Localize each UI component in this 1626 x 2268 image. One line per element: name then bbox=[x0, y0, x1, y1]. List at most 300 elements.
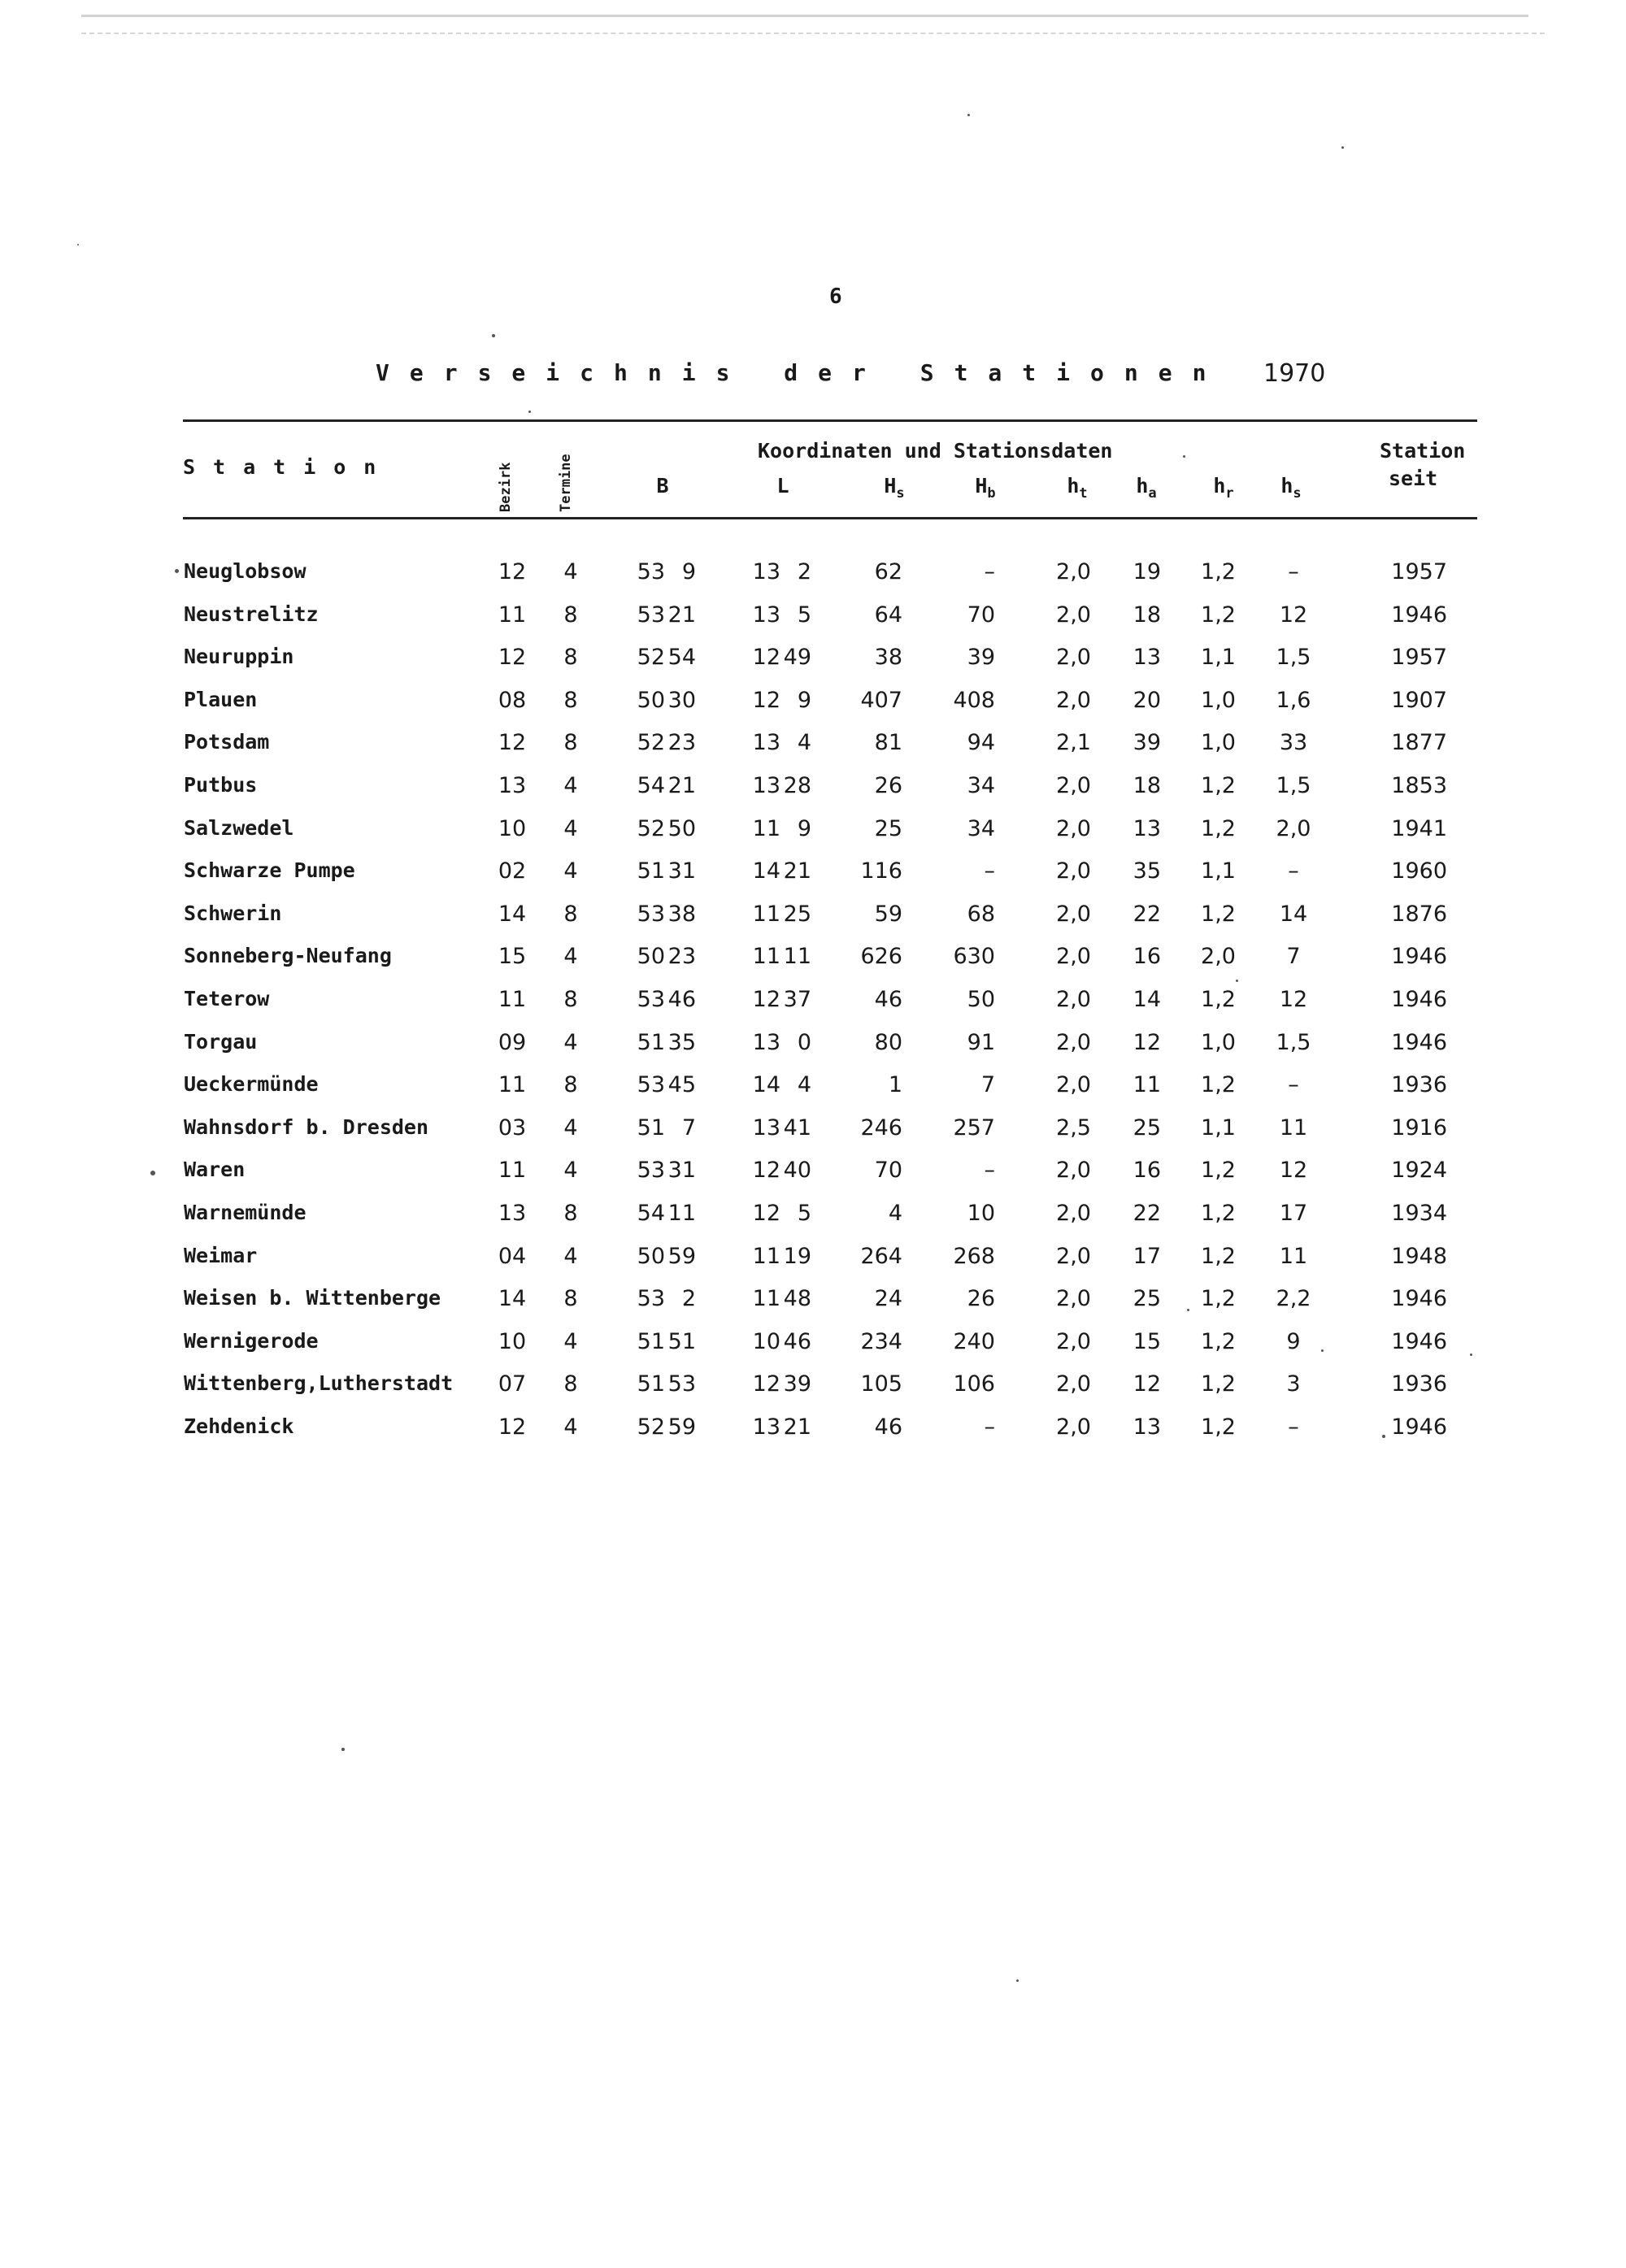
latitude-degrees: 50 bbox=[637, 687, 665, 713]
latitude-degrees: 53 bbox=[637, 602, 665, 628]
raingauge-height: 1,2 bbox=[1201, 1328, 1236, 1354]
station-name: Wahnsdorf b. Dresden bbox=[184, 1114, 429, 1139]
bezirk-value: 12 bbox=[498, 645, 527, 671]
table-row bbox=[0, 1414, 1626, 1447]
longitude-degrees: 13 bbox=[752, 559, 780, 584]
sunshine-height: 7 bbox=[1286, 944, 1301, 970]
station-since: 1934 bbox=[1391, 1201, 1447, 1226]
station-height: 64 bbox=[874, 602, 902, 628]
table-row bbox=[0, 1201, 1626, 1233]
barometer-height: 34 bbox=[967, 815, 995, 841]
latitude-minutes: 45 bbox=[667, 1072, 696, 1098]
latitude-degrees: 54 bbox=[637, 1201, 665, 1226]
barometer-height: 68 bbox=[967, 901, 995, 927]
bezirk-value: 12 bbox=[498, 559, 527, 584]
scan-speck bbox=[492, 334, 495, 337]
longitude-minutes: 48 bbox=[783, 1286, 811, 1312]
station-height: 70 bbox=[874, 1158, 902, 1184]
termine-value: 4 bbox=[563, 1414, 578, 1440]
station-height: 246 bbox=[860, 1114, 902, 1141]
latitude-degrees: 51 bbox=[637, 1371, 665, 1397]
station-name: Neustrelitz bbox=[184, 602, 319, 626]
thermometer-height: 2,5 bbox=[1056, 1114, 1091, 1141]
bezirk-value: 12 bbox=[498, 730, 527, 756]
raingauge-height: 1,2 bbox=[1201, 559, 1236, 584]
station-height: 407 bbox=[860, 687, 902, 713]
scan-top-edge bbox=[81, 15, 1528, 28]
station-since: 1876 bbox=[1391, 901, 1447, 927]
longitude-degrees: 11 bbox=[752, 901, 780, 927]
station-name: Wittenberg,Lutherstadt bbox=[184, 1371, 454, 1396]
station-since: 1877 bbox=[1391, 730, 1447, 756]
longitude-degrees: 11 bbox=[752, 815, 780, 841]
bezirk-value: 14 bbox=[498, 901, 527, 927]
thermometer-height: 2,0 bbox=[1056, 1158, 1091, 1184]
longitude-degrees: 11 bbox=[752, 944, 780, 970]
barometer-height: – bbox=[984, 858, 995, 884]
scan-speck bbox=[1341, 146, 1344, 149]
latitude-minutes: 50 bbox=[667, 815, 696, 841]
longitude-degrees: 11 bbox=[752, 1286, 780, 1312]
station-since: 1957 bbox=[1391, 559, 1447, 584]
thermometer-height: 2,0 bbox=[1056, 1371, 1091, 1397]
latitude-minutes: 21 bbox=[667, 602, 696, 628]
bezirk-value: 15 bbox=[498, 944, 527, 970]
table-row bbox=[0, 1072, 1626, 1105]
anemometer-height: 39 bbox=[1133, 730, 1161, 756]
thermometer-height: 2,0 bbox=[1056, 1243, 1091, 1269]
longitude-minutes: 21 bbox=[783, 1414, 811, 1440]
longitude-degrees: 13 bbox=[752, 773, 780, 798]
raingauge-height: 1,2 bbox=[1201, 773, 1236, 798]
barometer-height: 26 bbox=[967, 1286, 995, 1312]
latitude-minutes: 59 bbox=[667, 1414, 696, 1440]
header-col-l-base: L bbox=[776, 474, 789, 497]
raingauge-height: 1,0 bbox=[1201, 1029, 1236, 1055]
station-height: 81 bbox=[874, 730, 902, 756]
latitude-minutes: 59 bbox=[667, 1243, 696, 1269]
scan-top-edge-dashes bbox=[81, 33, 1545, 34]
bezirk-value: 12 bbox=[498, 1414, 527, 1440]
longitude-minutes: 25 bbox=[783, 901, 811, 927]
barometer-height: 268 bbox=[953, 1243, 995, 1269]
barometer-height: 240 bbox=[953, 1328, 995, 1354]
longitude-minutes: 41 bbox=[783, 1114, 811, 1141]
longitude-minutes: 19 bbox=[783, 1243, 811, 1269]
table-row bbox=[0, 1371, 1626, 1404]
station-since: 1941 bbox=[1391, 815, 1447, 841]
latitude-minutes: 9 bbox=[681, 559, 696, 584]
table-top-rule bbox=[183, 419, 1477, 422]
thermometer-height: 2,0 bbox=[1056, 773, 1091, 798]
sunshine-height: 2,2 bbox=[1276, 1286, 1311, 1312]
station-since: 1946 bbox=[1391, 987, 1447, 1012]
termine-value: 8 bbox=[563, 645, 578, 671]
station-name: Potsdam bbox=[184, 730, 270, 754]
latitude-degrees: 50 bbox=[637, 944, 665, 970]
sunshine-height: 11 bbox=[1279, 1114, 1308, 1141]
station-name: Schwarze Pumpe bbox=[184, 858, 355, 883]
longitude-minutes: 21 bbox=[783, 858, 811, 884]
scan-speck bbox=[1183, 455, 1185, 458]
header-col-hr-base: h bbox=[1213, 474, 1226, 497]
station-height: 264 bbox=[860, 1243, 902, 1269]
title-year: 1970 bbox=[1263, 359, 1326, 388]
raingauge-height: 1,2 bbox=[1201, 602, 1236, 628]
table-row bbox=[0, 730, 1626, 763]
table-row bbox=[0, 1286, 1626, 1319]
station-since: 1936 bbox=[1391, 1072, 1447, 1098]
station-name: Putbus bbox=[184, 773, 258, 797]
raingauge-height: 1,1 bbox=[1201, 858, 1236, 884]
raingauge-height: 1,2 bbox=[1201, 815, 1236, 841]
anemometer-height: 18 bbox=[1133, 773, 1161, 798]
sunshine-height: 9 bbox=[1286, 1328, 1301, 1354]
anemometer-height: 13 bbox=[1133, 815, 1161, 841]
bezirk-value: 07 bbox=[498, 1371, 527, 1397]
sunshine-height: 1,5 bbox=[1276, 773, 1311, 798]
bezirk-value: 13 bbox=[498, 773, 527, 798]
termine-value: 8 bbox=[563, 987, 578, 1012]
thermometer-height: 2,0 bbox=[1056, 1201, 1091, 1226]
latitude-degrees: 53 bbox=[637, 1072, 665, 1098]
longitude-minutes: 4 bbox=[797, 730, 811, 756]
longitude-degrees: 12 bbox=[752, 1201, 780, 1226]
scan-speck bbox=[528, 411, 531, 413]
anemometer-height: 13 bbox=[1133, 645, 1161, 671]
latitude-degrees: 52 bbox=[637, 645, 665, 671]
barometer-height: 34 bbox=[967, 773, 995, 798]
raingauge-height: 1,1 bbox=[1201, 645, 1236, 671]
termine-value: 4 bbox=[563, 1029, 578, 1055]
raingauge-height: 2,0 bbox=[1201, 944, 1236, 970]
sunshine-height: 3 bbox=[1286, 1371, 1301, 1397]
header-col-ha-sub: a bbox=[1148, 485, 1157, 502]
station-height: 62 bbox=[874, 559, 902, 584]
longitude-degrees: 12 bbox=[752, 987, 780, 1012]
thermometer-height: 2,0 bbox=[1056, 559, 1091, 584]
station-since: 1946 bbox=[1391, 602, 1447, 628]
latitude-degrees: 51 bbox=[637, 858, 665, 884]
header-col-hb-sub: b bbox=[987, 485, 996, 502]
bezirk-value: 14 bbox=[498, 1286, 527, 1312]
latitude-degrees: 52 bbox=[637, 730, 665, 756]
longitude-minutes: 9 bbox=[797, 815, 811, 841]
latitude-degrees: 53 bbox=[637, 1158, 665, 1184]
raingauge-height: 1,0 bbox=[1201, 730, 1236, 756]
termine-value: 4 bbox=[563, 858, 578, 884]
barometer-height: 257 bbox=[953, 1114, 995, 1141]
latitude-degrees: 52 bbox=[637, 1414, 665, 1440]
sunshine-height: 33 bbox=[1279, 730, 1308, 756]
bezirk-value: 11 bbox=[498, 1072, 527, 1098]
sunshine-height: 2,0 bbox=[1276, 815, 1311, 841]
table-row bbox=[0, 559, 1626, 592]
station-since: 1948 bbox=[1391, 1243, 1447, 1269]
thermometer-height: 2,0 bbox=[1056, 645, 1091, 671]
longitude-degrees: 14 bbox=[752, 858, 780, 884]
station-height: 105 bbox=[860, 1371, 902, 1397]
longitude-degrees: 10 bbox=[752, 1328, 780, 1354]
bezirk-value: 10 bbox=[498, 815, 527, 841]
table-row bbox=[0, 773, 1626, 806]
station-name: Zehdenick bbox=[184, 1414, 294, 1438]
bezirk-value: 11 bbox=[498, 987, 527, 1012]
latitude-minutes: 7 bbox=[681, 1114, 696, 1141]
header-col-hs-lower-sub: s bbox=[1293, 485, 1302, 502]
barometer-height: 630 bbox=[953, 944, 995, 970]
station-since: 1946 bbox=[1391, 1286, 1447, 1312]
termine-value: 8 bbox=[563, 1286, 578, 1312]
latitude-minutes: 31 bbox=[667, 858, 696, 884]
anemometer-height: 25 bbox=[1133, 1286, 1161, 1312]
bezirk-value: 02 bbox=[498, 858, 527, 884]
station-name: Weisen b. Wittenberge bbox=[184, 1286, 441, 1310]
header-col-hb bbox=[953, 474, 1018, 502]
anemometer-height: 25 bbox=[1133, 1114, 1161, 1141]
table-row bbox=[0, 1329, 1626, 1362]
table-row bbox=[0, 1244, 1626, 1276]
scan-speck bbox=[967, 114, 970, 116]
header-col-ht bbox=[1045, 474, 1110, 502]
station-name: Salzwedel bbox=[184, 815, 294, 840]
raingauge-height: 1,2 bbox=[1201, 901, 1236, 927]
latitude-minutes: 21 bbox=[667, 773, 696, 798]
header-col-ht-base: h bbox=[1067, 474, 1080, 497]
table-row bbox=[0, 944, 1626, 976]
anemometer-height: 12 bbox=[1133, 1371, 1161, 1397]
termine-value: 4 bbox=[563, 559, 578, 584]
station-height: 4 bbox=[888, 1201, 902, 1226]
termine-value: 8 bbox=[563, 1072, 578, 1098]
sunshine-height: – bbox=[1288, 559, 1299, 584]
header-station-seit-line1: Station bbox=[1380, 439, 1466, 463]
station-height: 25 bbox=[874, 815, 902, 841]
station-name: Ueckermünde bbox=[184, 1072, 319, 1097]
barometer-height: 70 bbox=[967, 602, 995, 628]
thermometer-height: 2,0 bbox=[1056, 815, 1091, 841]
table-row bbox=[0, 645, 1626, 677]
bezirk-value: 10 bbox=[498, 1328, 527, 1354]
anemometer-height: 22 bbox=[1133, 901, 1161, 927]
thermometer-height: 2,0 bbox=[1056, 687, 1091, 713]
station-name: Weimar bbox=[184, 1243, 258, 1267]
longitude-minutes: 11 bbox=[783, 944, 811, 970]
raingauge-height: 1,2 bbox=[1201, 987, 1236, 1012]
longitude-minutes: 46 bbox=[783, 1328, 811, 1354]
termine-value: 4 bbox=[563, 944, 578, 970]
barometer-height: 106 bbox=[953, 1371, 995, 1397]
latitude-degrees: 54 bbox=[637, 773, 665, 798]
sunshine-height: 1,5 bbox=[1276, 1029, 1311, 1055]
bezirk-value: 04 bbox=[498, 1243, 527, 1269]
longitude-degrees: 11 bbox=[752, 1243, 780, 1269]
station-since: 1957 bbox=[1391, 645, 1447, 671]
raingauge-height: 1,2 bbox=[1201, 1201, 1236, 1226]
anemometer-height: 11 bbox=[1133, 1072, 1161, 1098]
station-height: 234 bbox=[860, 1328, 902, 1354]
anemometer-height: 16 bbox=[1133, 1158, 1161, 1184]
table-row bbox=[0, 1115, 1626, 1148]
thermometer-height: 2,0 bbox=[1056, 944, 1091, 970]
longitude-degrees: 13 bbox=[752, 730, 780, 756]
header-termine: Termine bbox=[558, 454, 574, 512]
header-col-hb-base: H bbox=[975, 474, 988, 497]
sunshine-height: 12 bbox=[1279, 1158, 1308, 1184]
latitude-degrees: 51 bbox=[637, 1114, 665, 1141]
raingauge-height: 1,2 bbox=[1201, 1286, 1236, 1312]
longitude-minutes: 37 bbox=[783, 987, 811, 1012]
latitude-degrees: 53 bbox=[637, 1286, 665, 1312]
termine-value: 4 bbox=[563, 1114, 578, 1141]
table-row bbox=[0, 858, 1626, 891]
header-col-hs-sub: s bbox=[896, 485, 905, 502]
station-name: Wernigerode bbox=[184, 1328, 319, 1353]
station-since: 1924 bbox=[1391, 1158, 1447, 1184]
raingauge-height: 1,2 bbox=[1201, 1414, 1236, 1440]
latitude-minutes: 54 bbox=[667, 645, 696, 671]
scan-speck bbox=[1236, 980, 1238, 982]
station-height: 59 bbox=[874, 901, 902, 927]
longitude-degrees: 14 bbox=[752, 1072, 780, 1098]
station-since: 1946 bbox=[1391, 1029, 1447, 1055]
latitude-degrees: 50 bbox=[637, 1243, 665, 1269]
sunshine-height: – bbox=[1288, 1072, 1299, 1098]
station-height: 1 bbox=[888, 1072, 902, 1098]
header-col-hs bbox=[862, 474, 927, 502]
table-row bbox=[0, 902, 1626, 934]
raingauge-height: 1,2 bbox=[1201, 1158, 1236, 1184]
anemometer-height: 22 bbox=[1133, 1201, 1161, 1226]
table-row bbox=[0, 688, 1626, 720]
latitude-minutes: 30 bbox=[667, 687, 696, 713]
termine-value: 8 bbox=[563, 1201, 578, 1226]
bezirk-value: 11 bbox=[498, 1158, 527, 1184]
thermometer-height: 2,0 bbox=[1056, 1414, 1091, 1440]
header-col-hr bbox=[1191, 474, 1256, 502]
latitude-degrees: 52 bbox=[637, 815, 665, 841]
thermometer-height: 2,0 bbox=[1056, 602, 1091, 628]
station-since: 1853 bbox=[1391, 773, 1447, 798]
thermometer-height: 2,0 bbox=[1056, 1029, 1091, 1055]
station-since: 1946 bbox=[1391, 1414, 1447, 1440]
page-title: Verseichnis der Stationen bbox=[376, 359, 1227, 386]
header-koordinaten-group: Koordinaten und Stationsdaten bbox=[758, 439, 1113, 463]
longitude-minutes: 2 bbox=[797, 559, 811, 584]
longitude-minutes: 39 bbox=[783, 1371, 811, 1397]
bezirk-value: 03 bbox=[498, 1114, 527, 1141]
station-since: 1907 bbox=[1391, 687, 1447, 713]
raingauge-height: 1,2 bbox=[1201, 1243, 1236, 1269]
longitude-minutes: 0 bbox=[797, 1029, 811, 1055]
station-name: Neuruppin bbox=[184, 645, 294, 669]
station-name: Neuglobsow bbox=[184, 559, 307, 583]
raingauge-height: 1,0 bbox=[1201, 687, 1236, 713]
raingauge-height: 1,1 bbox=[1201, 1114, 1236, 1141]
longitude-minutes: 28 bbox=[783, 773, 811, 798]
termine-value: 4 bbox=[563, 1328, 578, 1354]
anemometer-height: 20 bbox=[1133, 687, 1161, 713]
station-name: Sonneberg-Neufang bbox=[184, 944, 392, 968]
table-row bbox=[0, 602, 1626, 635]
station-height: 24 bbox=[874, 1286, 902, 1312]
station-since: 1916 bbox=[1391, 1114, 1447, 1141]
latitude-minutes: 38 bbox=[667, 901, 696, 927]
header-col-ht-sub: t bbox=[1079, 485, 1088, 502]
latitude-minutes: 46 bbox=[667, 987, 696, 1012]
termine-value: 4 bbox=[563, 1243, 578, 1269]
latitude-degrees: 51 bbox=[637, 1029, 665, 1055]
station-height: 26 bbox=[874, 773, 902, 798]
barometer-height: 10 bbox=[967, 1201, 995, 1226]
termine-value: 8 bbox=[563, 1371, 578, 1397]
sunshine-height: 14 bbox=[1279, 901, 1308, 927]
header-col-hs-lower bbox=[1259, 474, 1324, 502]
latitude-minutes: 53 bbox=[667, 1371, 696, 1397]
longitude-degrees: 12 bbox=[752, 645, 780, 671]
sunshine-height: 12 bbox=[1279, 602, 1308, 628]
latitude-degrees: 51 bbox=[637, 1328, 665, 1354]
termine-value: 8 bbox=[563, 901, 578, 927]
station-height: 46 bbox=[874, 1414, 902, 1440]
barometer-height: 7 bbox=[980, 1072, 995, 1098]
sunshine-height: 1,6 bbox=[1276, 687, 1311, 713]
anemometer-height: 35 bbox=[1133, 858, 1161, 884]
header-col-hr-sub: r bbox=[1225, 485, 1234, 502]
station-since: 1960 bbox=[1391, 858, 1447, 884]
anemometer-height: 13 bbox=[1133, 1414, 1161, 1440]
latitude-minutes: 51 bbox=[667, 1328, 696, 1354]
station-since: 1936 bbox=[1391, 1371, 1447, 1397]
table-row bbox=[0, 987, 1626, 1019]
header-col-b bbox=[630, 474, 695, 497]
thermometer-height: 2,0 bbox=[1056, 858, 1091, 884]
thermometer-height: 2,0 bbox=[1056, 1286, 1091, 1312]
bezirk-value: 08 bbox=[498, 687, 527, 713]
anemometer-height: 19 bbox=[1133, 559, 1161, 584]
longitude-minutes: 9 bbox=[797, 687, 811, 713]
station-since: 1946 bbox=[1391, 1328, 1447, 1354]
anemometer-height: 16 bbox=[1133, 944, 1161, 970]
barometer-height: – bbox=[984, 1158, 995, 1184]
anemometer-height: 15 bbox=[1133, 1328, 1161, 1354]
latitude-minutes: 11 bbox=[667, 1201, 696, 1226]
header-col-ha bbox=[1114, 474, 1179, 502]
latitude-degrees: 53 bbox=[637, 559, 665, 584]
thermometer-height: 2,0 bbox=[1056, 1328, 1091, 1354]
longitude-degrees: 13 bbox=[752, 1029, 780, 1055]
latitude-minutes: 23 bbox=[667, 944, 696, 970]
barometer-height: – bbox=[984, 559, 995, 584]
thermometer-height: 2,0 bbox=[1056, 987, 1091, 1012]
anemometer-height: 17 bbox=[1133, 1243, 1161, 1269]
termine-value: 8 bbox=[563, 687, 578, 713]
station-name: Plauen bbox=[184, 687, 258, 711]
latitude-degrees: 53 bbox=[637, 987, 665, 1012]
termine-value: 8 bbox=[563, 730, 578, 756]
scan-speck bbox=[1016, 1979, 1019, 1982]
longitude-degrees: 12 bbox=[752, 687, 780, 713]
latitude-degrees: 53 bbox=[637, 901, 665, 927]
header-station-seit-line2: seit bbox=[1389, 467, 1438, 490]
latitude-minutes: 31 bbox=[667, 1158, 696, 1184]
header-col-hs-base: H bbox=[884, 474, 897, 497]
sunshine-height: 12 bbox=[1279, 987, 1308, 1012]
header-col-hs-lower-base: h bbox=[1280, 474, 1293, 497]
station-height: 38 bbox=[874, 645, 902, 671]
longitude-degrees: 12 bbox=[752, 1158, 780, 1184]
thermometer-height: 2,1 bbox=[1056, 730, 1091, 756]
